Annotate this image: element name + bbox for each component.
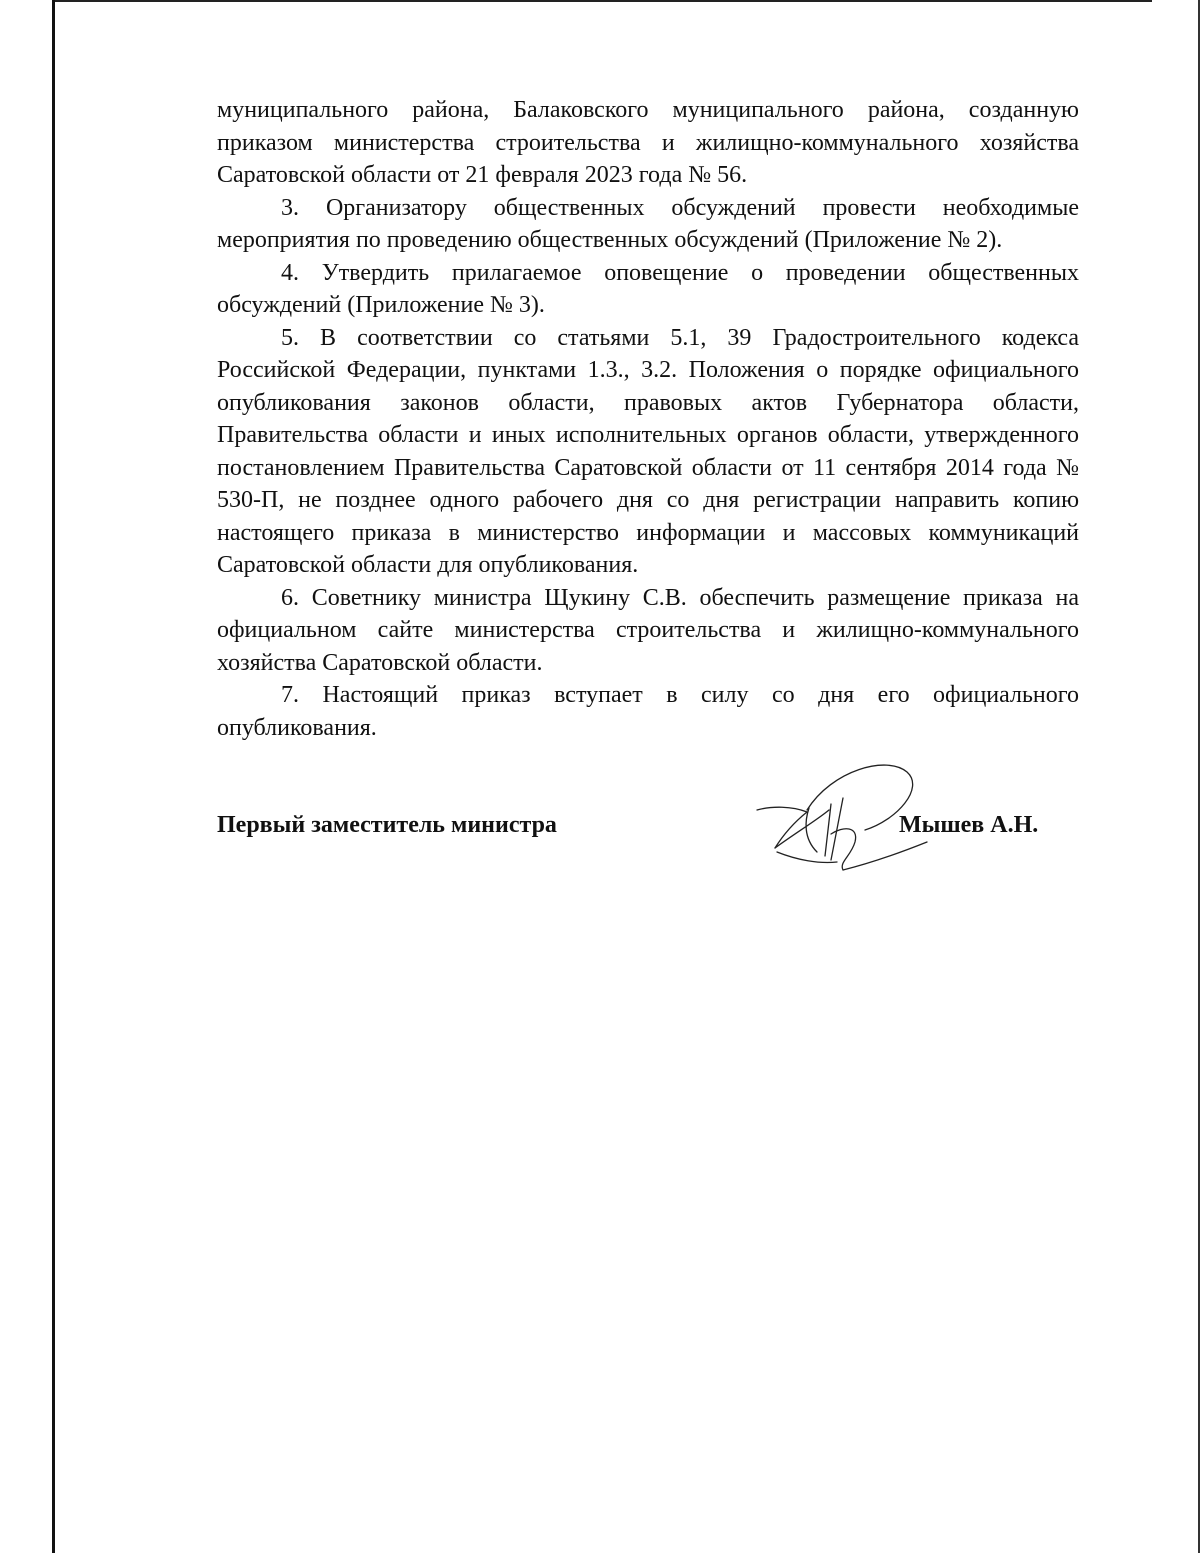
paragraph-item-5: 5. В соответствии со статьями 5.1, 39 Градостроительного кодекса Российской Федерации, пунктами 1.3., 3.2. Положения о порядке официального опубликования законов области, правовых актов Губернатора области, Правительства области и иных исполнительных органов области, утвержденного постановлением Правительства Саратовской области от 11 сентября 2014 года № 530-П, не позднее одного рабочего дня со дня регистрации направить копию настоящего приказа в министерство информации и массовых коммуникаций Саратовской области для опубликования. [217, 324, 1079, 578]
paragraph-item-3: 3. Организатору общественных обсуждений провести необходимые мероприятия по проведению общественных обсуждений (Приложение № 2). [217, 194, 1079, 253]
document-body [217, 94, 1079, 744]
paragraph-continuation: муниципального района, Балаковского муниципального района, созданную приказом министерства строительства и жилищно-коммунального хозяйства Саратовской области от 21 февраля 2023 года № 56. [217, 97, 1079, 188]
signatory-position: Первый заместитель министра [217, 812, 557, 838]
paragraph-item-7: 7. Настоящий приказ вступает в силу со дня его официального опубликования. [217, 682, 1079, 741]
paragraph-item-6: 6. Советнику министра Щукину С.В. обеспечить размещение приказа на официальном сайте министерства строительства и жилищно-коммунального хозяйства Саратовской области. [217, 584, 1079, 676]
scan-left-border [52, 0, 55, 1553]
signatory-name: Мышев А.Н. [899, 812, 1039, 838]
paragraph-item-4: 4. Утвердить прилагаемое оповещение о проведении общественных обсуждений (Приложение № 3). [217, 259, 1079, 318]
scan-top-border [52, 0, 1152, 2]
signature-block [217, 812, 1079, 902]
